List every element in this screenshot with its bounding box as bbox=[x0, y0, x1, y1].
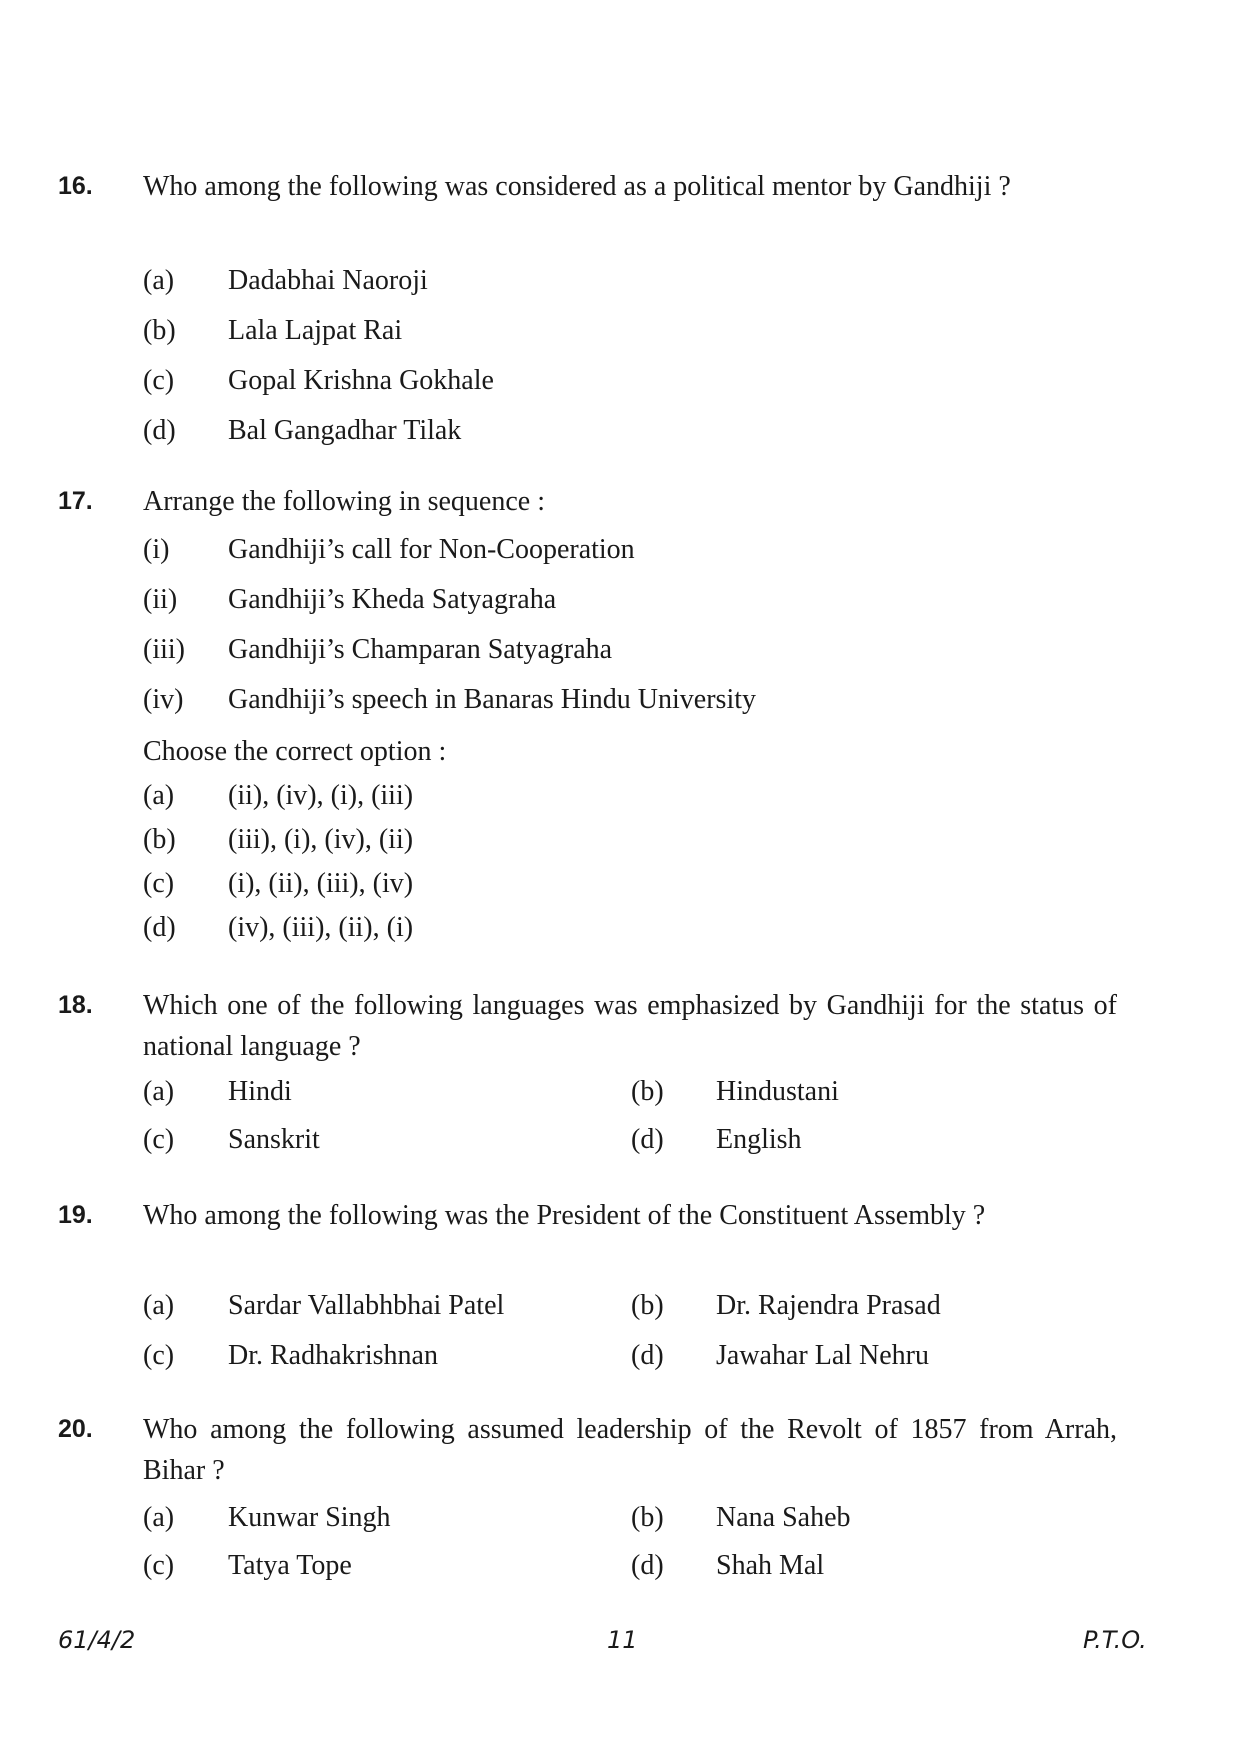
option-label: (d) bbox=[631, 1340, 664, 1371]
question-text: Arrange the following in sequence : bbox=[143, 486, 545, 517]
option-text: Nana Saheb bbox=[716, 1502, 851, 1533]
option-text: Sanskrit bbox=[228, 1124, 320, 1155]
option-text: English bbox=[716, 1124, 802, 1155]
question-number: 20. bbox=[58, 1415, 93, 1443]
option-text: Dr. Rajendra Prasad bbox=[716, 1290, 941, 1321]
question-text: Who among the following was considered as a political mentor by Gandhiji ? bbox=[143, 171, 1011, 202]
page-number: 11 bbox=[607, 1626, 638, 1654]
option-label: (b) bbox=[631, 1290, 664, 1321]
option-text: Sardar Vallabhbhai Patel bbox=[228, 1290, 505, 1321]
option-text: Dr. Radhakrishnan bbox=[228, 1340, 438, 1371]
question-number: 18. bbox=[58, 991, 93, 1019]
option-text: Jawahar Lal Nehru bbox=[716, 1340, 930, 1371]
option-label: (c) bbox=[143, 365, 175, 396]
option-text: (iii), (i), (iv), (ii) bbox=[228, 824, 414, 855]
option-label: (b) bbox=[631, 1076, 664, 1107]
option-text: Bal Gangadhar Tilak bbox=[228, 415, 462, 446]
statement-text: Gandhiji’s speech in Banaras Hindu University bbox=[228, 684, 757, 715]
option-label: (d) bbox=[631, 1124, 664, 1155]
option-label: (c) bbox=[143, 1124, 175, 1155]
statement-label: (iv) bbox=[143, 684, 184, 715]
option-label: (a) bbox=[143, 1290, 175, 1321]
statement-label: (ii) bbox=[143, 584, 178, 615]
option-text: Dadabhai Naoroji bbox=[228, 265, 428, 296]
option-text: Tatya Tope bbox=[228, 1550, 352, 1581]
choose-prompt: Choose the correct option : bbox=[143, 736, 447, 767]
option-text: (ii), (iv), (i), (iii) bbox=[228, 780, 414, 811]
option-label: (b) bbox=[631, 1502, 664, 1533]
option-text: Lala Lajpat Rai bbox=[228, 315, 403, 346]
paper-code: 61/4/2 bbox=[58, 1626, 136, 1654]
option-label: (c) bbox=[143, 1550, 175, 1581]
option-label: (a) bbox=[143, 1076, 175, 1107]
option-label: (d) bbox=[143, 415, 176, 446]
statement-label: (i) bbox=[143, 534, 170, 565]
statement-label: (iii) bbox=[143, 634, 185, 665]
option-text: (i), (ii), (iii), (iv) bbox=[228, 868, 414, 899]
option-text: Gopal Krishna Gokhale bbox=[228, 365, 494, 396]
question-text: Which one of the following languages was emphasized by Gandhiji for the status of national language ? bbox=[143, 990, 1117, 1062]
option-label: (d) bbox=[631, 1550, 664, 1581]
option-label: (d) bbox=[143, 912, 176, 943]
statement-text: Gandhiji’s call for Non-Cooperation bbox=[228, 534, 635, 565]
option-label: (b) bbox=[143, 824, 176, 855]
question-text: Who among the following assumed leadership of the Revolt of 1857 from Arrah, Bihar ? bbox=[143, 1414, 1117, 1486]
option-label: (b) bbox=[143, 315, 176, 346]
option-text: Hindustani bbox=[716, 1076, 839, 1107]
statement-text: Gandhiji’s Champaran Satyagraha bbox=[228, 634, 613, 665]
statement-text: Gandhiji’s Kheda Satyagraha bbox=[228, 584, 557, 615]
option-text: Hindi bbox=[228, 1076, 292, 1107]
question-number: 19. bbox=[58, 1201, 93, 1229]
pto-label: P.T.O. bbox=[1083, 1626, 1147, 1654]
question-text: Who among the following was the President of the Constituent Assembly ? bbox=[143, 1200, 986, 1231]
option-text: Shah Mal bbox=[716, 1550, 825, 1581]
question-number: 17. bbox=[58, 487, 93, 515]
option-label: (c) bbox=[143, 868, 175, 899]
option-label: (c) bbox=[143, 1340, 175, 1371]
option-label: (a) bbox=[143, 780, 175, 811]
option-text: Kunwar Singh bbox=[228, 1502, 391, 1533]
option-text: (iv), (iii), (ii), (i) bbox=[228, 912, 414, 943]
question-number: 16. bbox=[58, 172, 93, 200]
option-label: (a) bbox=[143, 1502, 175, 1533]
option-label: (a) bbox=[143, 265, 175, 296]
